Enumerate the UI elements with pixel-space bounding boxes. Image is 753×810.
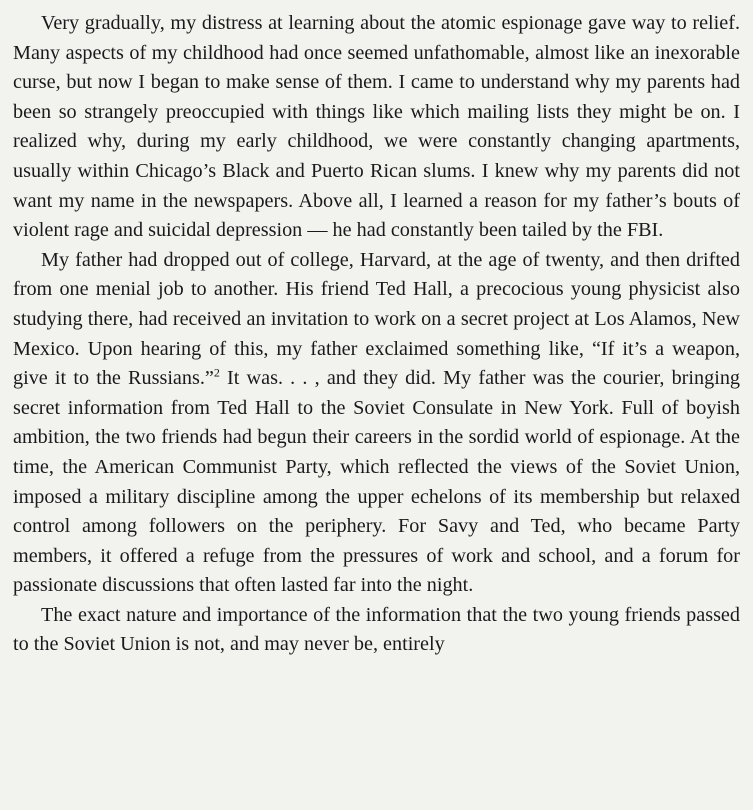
paragraph-1: Very gradually, my distress at learning about the atomic espionage gave way to relief. Many aspects of my childhood had once seemed unfathomable, almost like an inexorable curse, but now I began to make sense of them. I came to understand why my parents had been so strangely preoccupied with things like which mailing lists they might be on. I realized why, during my early childhood, we were constantly changing apartments, usually within Chicago’s Black and Puerto Rican slums. I knew why my parents did not want my name in the newspapers. Above all, I learned a reason for my father’s bouts of violent rage and suicidal depression — he had constantly been tailed by the FBI. bbox=[13, 12, 740, 242]
footnote-marker[interactable]: 2 bbox=[213, 365, 220, 380]
paragraph-2-text-before: My father had dropped out of college, Harvard, at the age of twenty, and then drifted from one menial job to another. His friend Ted Hall, a precocious young physicist also studying there, had received an invitation to work on a secret project at Los Alamos, New Mexico. Upon hearing of this, my father exclaimed something like, “If it’s a weapon, give it to the Russians.” bbox=[13, 248, 740, 390]
paragraph-2 bbox=[13, 246, 740, 601]
paragraph-2-text-after: It was. . . , and they did. My father was the courier, bringing secret information from Ted Hall to the Soviet Consulate in New York. Full of boyish ambition, the two friends had begun their careers in the sordid world of espionage. At the time, the American Communist Party, which reflected the views of the Soviet Union, imposed a military discipline among the upper echelons of its membership but relaxed control among followers on the periphery. For Savy and Ted, who became Party members, it offered a refuge from the pressures of work and school, and a forum for passionate discussions that often lasted far into the night. bbox=[13, 367, 741, 597]
paragraph-3: The exact nature and importance of the information that the two young friends passed to the Soviet Union is not, and may never be, entirely bbox=[13, 603, 740, 656]
